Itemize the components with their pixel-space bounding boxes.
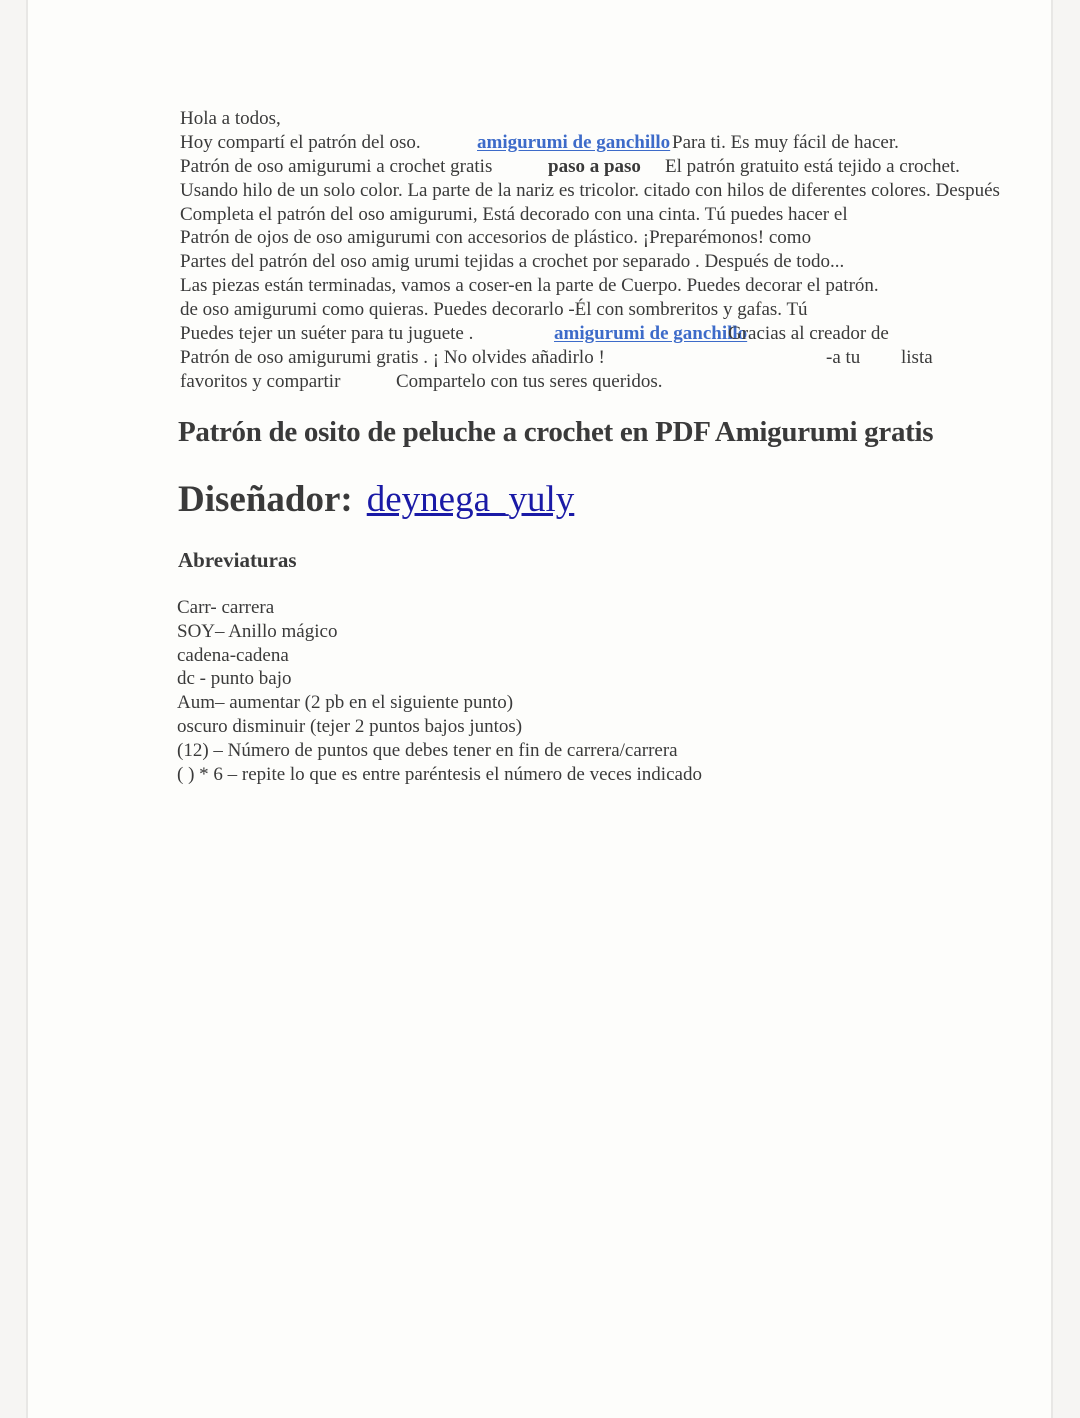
intro-text: Partes del patrón del oso amig urumi tejidas a crochet por separado . Después de todo... bbox=[180, 251, 845, 273]
intro-text: Patrón de ojos de oso amigurumi con accesorios de plástico. ¡Preparémonos! como bbox=[180, 227, 812, 249]
abbreviation-item: cadena-cadena bbox=[177, 644, 289, 666]
designer-link[interactable]: deynega_yuly bbox=[366, 479, 575, 520]
intro-text: Patrón de oso amigurumi gratis . ¡ No olvides añadirlo ! bbox=[180, 346, 605, 368]
intro-line bbox=[180, 322, 1080, 346]
amigurumi-link[interactable]: amigurumi de ganchillo bbox=[554, 323, 748, 345]
intro-text: Hoy compartí el patrón del oso. bbox=[180, 131, 421, 153]
intro-text: favoritos y compartir bbox=[180, 370, 341, 392]
article-title: Patrón de osito de peluche a crochet en PDF Amigurumi gratis bbox=[178, 416, 934, 448]
intro-text: -a tu bbox=[826, 346, 861, 368]
intro-line bbox=[180, 203, 1080, 227]
intro-line bbox=[180, 298, 1080, 322]
intro-text: Patrón de oso amigurumi a crochet gratis bbox=[180, 155, 493, 177]
intro-text: Usando hilo de un solo color. La parte de la nariz es tricolor. citado con hilos de diferentes colores. Después bbox=[180, 179, 1000, 201]
intro-text: Las piezas están terminadas, vamos a coser-en la parte de Cuerpo. Puedes decorar el patrón. bbox=[180, 275, 879, 297]
intro-text: Hola a todos, bbox=[180, 108, 281, 129]
abbreviation-item: oscuro disminuir (tejer 2 puntos bajos juntos) bbox=[177, 715, 523, 737]
intro-line bbox=[180, 155, 1080, 179]
intro-text: lista bbox=[901, 346, 933, 368]
abbreviation-item: Carr- carrera bbox=[177, 597, 275, 618]
abbreviations-heading: Abreviaturas bbox=[178, 548, 297, 572]
intro-text: Completa el patrón del oso amigurumi, Está decorado con una cinta. Tú puedes hacer el bbox=[180, 203, 848, 225]
intro-text: de oso amigurumi como quieras. Puedes decorarlo -Él con sombreritos y gafas. Tú bbox=[180, 299, 808, 321]
intro-line bbox=[180, 346, 1080, 370]
intro-paragraph bbox=[180, 107, 1080, 394]
intro-line bbox=[180, 107, 1080, 131]
intro-text: Para ti. Es muy fácil de hacer. bbox=[672, 131, 899, 153]
abbreviation-item: (12) – Número de puntos que debes tener en fin de carrera/carrera bbox=[177, 739, 678, 761]
amigurumi-link[interactable]: amigurumi de ganchillo bbox=[477, 131, 671, 153]
intro-line bbox=[180, 250, 1080, 274]
intro-line bbox=[180, 131, 1080, 155]
document-page bbox=[26, 0, 1053, 1418]
abbreviation-item: Aum– aumentar (2 pb en el siguiente punto) bbox=[177, 692, 514, 714]
abbreviations-list bbox=[177, 596, 702, 786]
intro-text: El patrón gratuito está tejido a crochet. bbox=[665, 155, 960, 177]
intro-text: Compartelo con tus seres queridos. bbox=[396, 370, 663, 392]
abbreviation-item: ( ) * 6 – repite lo que es entre paréntesis el número de veces indicado bbox=[177, 763, 702, 785]
abbreviation-item: SOY– Anillo mágico bbox=[177, 620, 338, 642]
intro-line bbox=[180, 274, 1080, 298]
intro-text: paso a paso bbox=[548, 155, 641, 177]
designer-label: Diseñador: bbox=[178, 479, 353, 520]
intro-line bbox=[180, 370, 1080, 394]
designer-heading bbox=[178, 478, 574, 521]
intro-text: Gracias al creador de bbox=[728, 323, 889, 345]
intro-text: Puedes tejer un suéter para tu juguete . bbox=[180, 323, 474, 345]
intro-line bbox=[180, 179, 1080, 203]
abbreviation-item: dc - punto bajo bbox=[177, 668, 292, 690]
intro-line bbox=[180, 226, 1080, 250]
